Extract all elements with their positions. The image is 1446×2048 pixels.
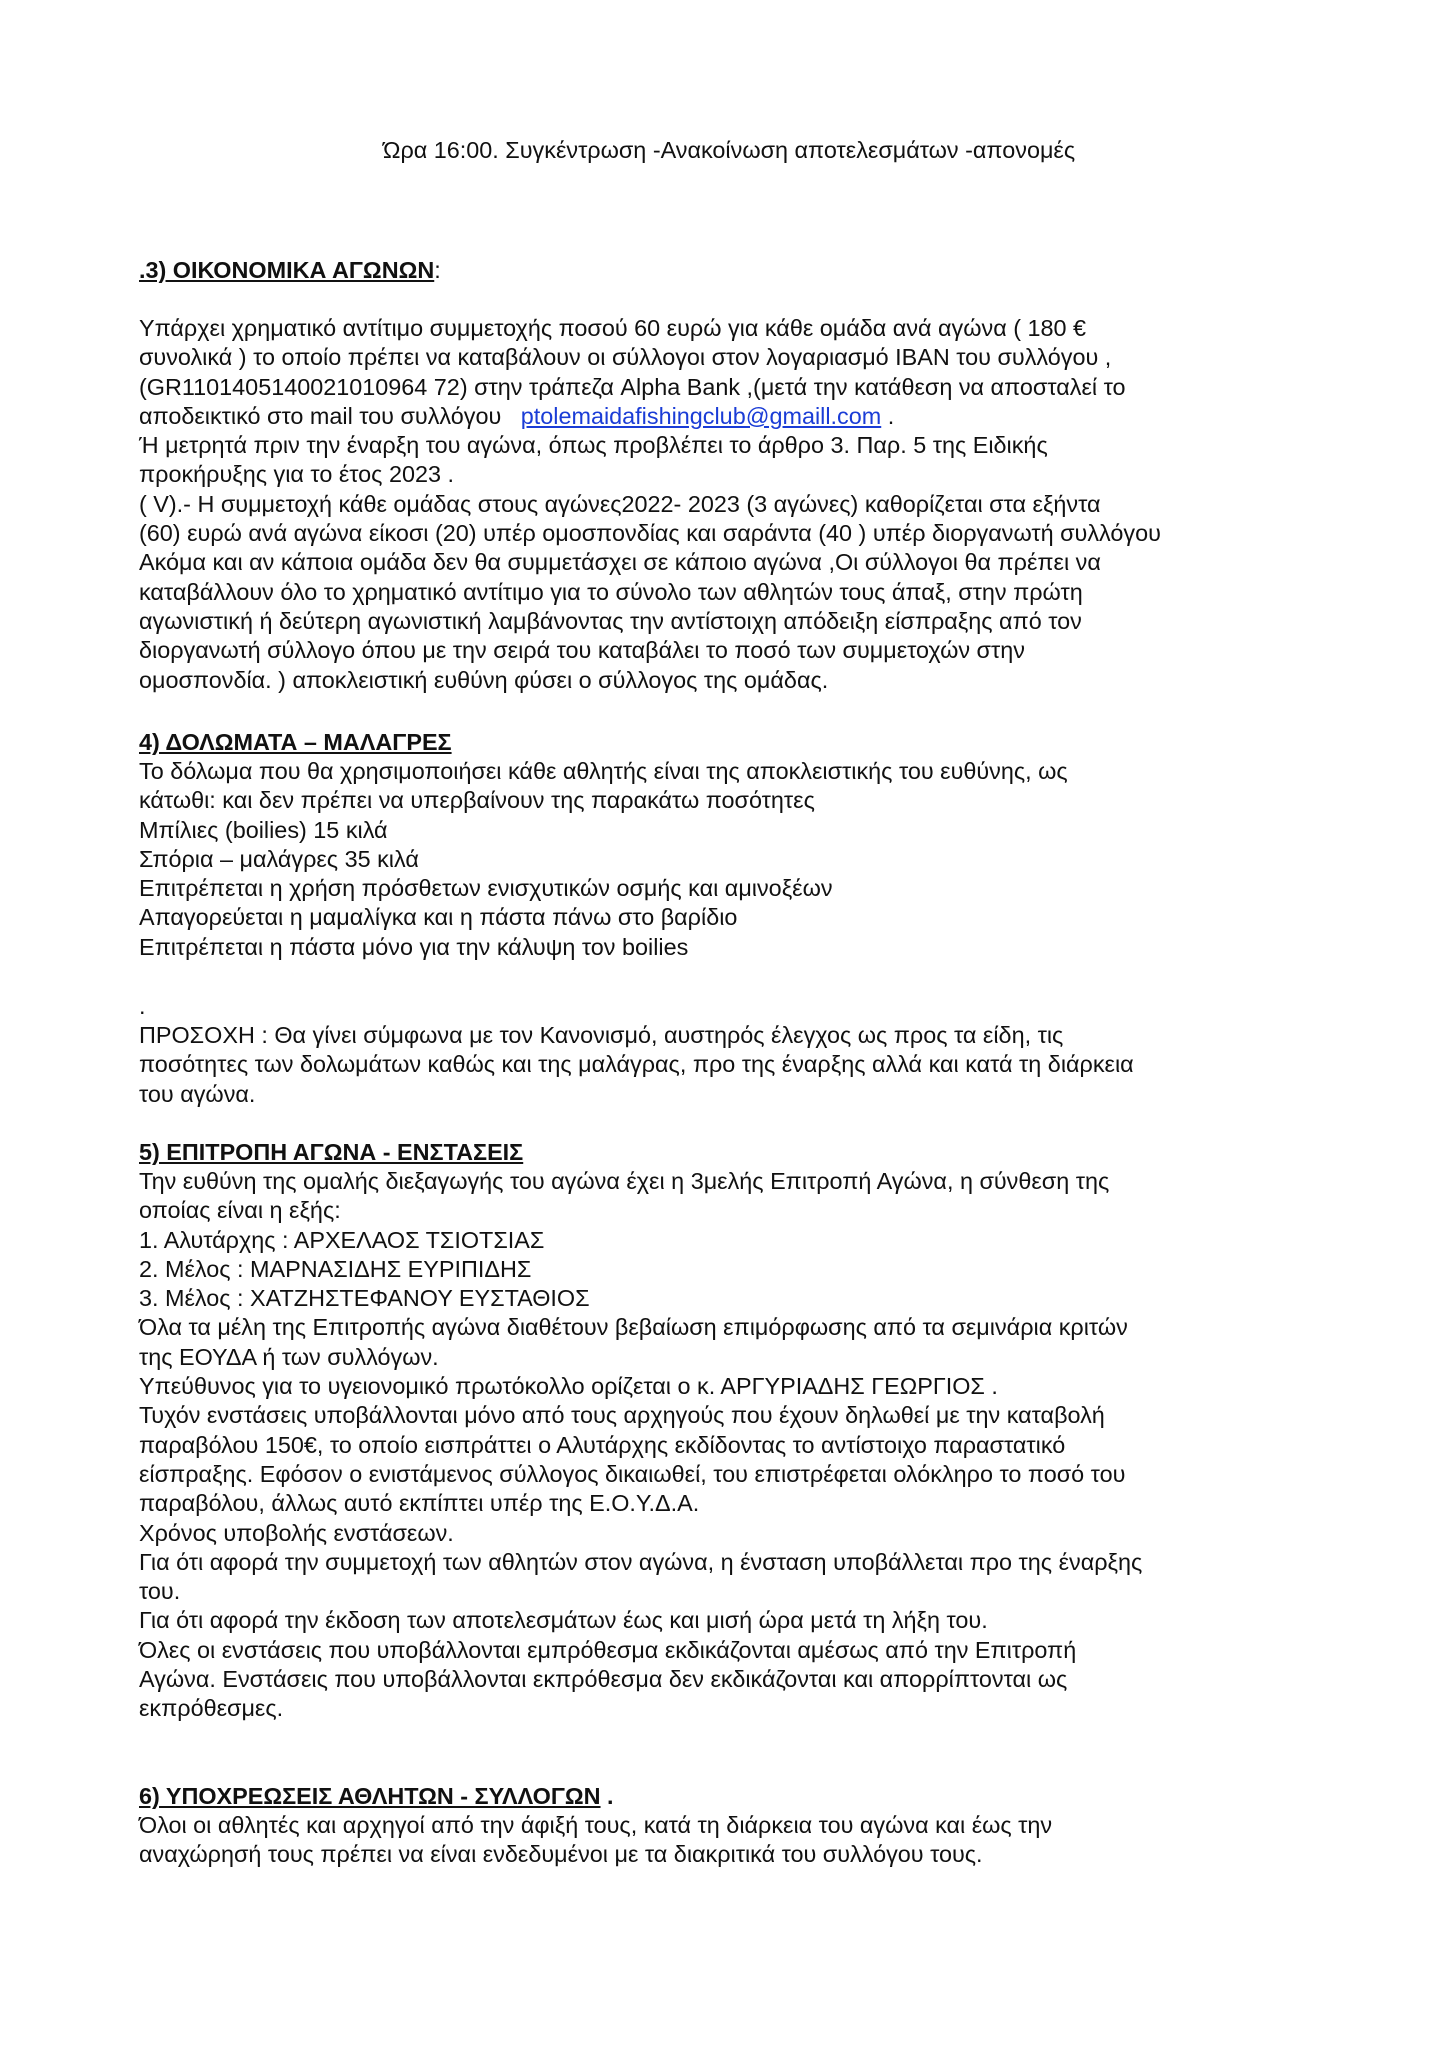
committee-member: 1. Αλυτάρχης : ΑΡΧΕΛΑΟΣ ΤΣΙΟΤΣΙΑΣ [139, 1226, 545, 1253]
section-5-line: Αγώνα. Ενστάσεις που υποβάλλονται εκπρόθεσμα δεν εκδικάζονται και απορρίπτονται ως [139, 1666, 1068, 1693]
section-5-line: Την ευθύνη της ομαλής διεξαγωγής του αγώνα έχει η 3μελής Επιτροπή Αγώνα, η σύνθεση της [139, 1168, 1110, 1194]
section-4-line: Μπίλιες (boilies) 15 κιλά [139, 816, 388, 843]
section-3-line: Ακόμα και αν κάποια ομάδα δεν θα συμμετάσχει σε κάποιο αγώνα ,Οι σύλλογοι θα πρέπει να [139, 549, 1101, 576]
section-3-line: Ή μετρητά πριν την έναρξη του αγώνα, όπως προβλέπει το άρθρο 3. Παρ. 5 της Ειδικής [139, 432, 1048, 459]
section-5-line: εκπρόθεσμες. [139, 1695, 284, 1722]
section-3-line: Υπάρχει χρηματικό αντίτιμο συμμετοχής ποσού 60 ευρώ για κάθε ομάδα ανά αγώνα ( 180 € [139, 315, 1087, 341]
warning-line: του αγώνα. [139, 1080, 256, 1107]
section-5-line: είσπραξης. Εφόσον ο ενιστάμενος σύλλογος δικαιωθεί, του επιστρέφεται ολόκληρο το ποσό του [139, 1460, 1126, 1487]
section-3-title: .3) ΟΙΚΟΝΟΜΙΚΑ ΑΓΩΝΩΝ [139, 257, 435, 283]
email-prefix: αποδεικτικό στο mail του συλλόγου [139, 402, 521, 429]
committee-member: 2. Μέλος : ΜΑΡΝΑΣΙΔΗΣ ΕΥΡΙΠΙΔΗΣ [139, 1255, 532, 1282]
section-5-line: Τυχόν ενστάσεις υποβάλλονται μόνο από τους αρχηγούς που έχουν δηλωθεί με την καταβολή [139, 1402, 1105, 1429]
section-5-line: Για ότι αφορά την συμμετοχή των αθλητών στον αγώνα, η ένσταση υποβάλλεται προ της έναρξης [139, 1548, 1143, 1575]
section-5-body [139, 1167, 1142, 1724]
section-5-line: παραβόλου, άλλως αυτό εκπίπτει υπέρ της Ε.Ο.Υ.Δ.Α. [139, 1490, 700, 1517]
section-4-line: Επιτρέπεται η πάστα μόνο για την κάλυψη τον boilies [139, 933, 689, 960]
section-5-line: της ΕΟΥΔΑ ή των συλλόγων. [139, 1343, 439, 1370]
section-4-line: Το δόλωμα που θα χρησιμοποιήσει κάθε αθλητής είναι της αποκλειστικής του ευθύνης, ως [139, 758, 1068, 784]
section-3-line: προκήρυξης για το έτος 2023 . [139, 461, 454, 488]
section-4-warning [139, 1021, 1134, 1109]
warning-line: ΠΡΟΣΟΧΗ : Θα γίνει σύμφωνα με τον Κανονισμό, αυστηρός έλεγχος ως προς τα είδη, τις [139, 1022, 1064, 1048]
section-3-line: ομοσπονδία. ) αποκλειστική ευθύνη φύσει ο σύλλογος της ομάδας. [139, 666, 829, 693]
section-3-line: (GR1101405140021010964 72) στην τράπεζα Alpha Bank ,(μετά την κατάθεση να αποσταλεί το [139, 373, 1126, 400]
section-3-line: αγωνιστική ή δεύτερη αγωνιστική λαμβάνοντας την αντίστοιχη απόδειξη είσπραξης από τον [139, 607, 1082, 634]
section-4-line: Απαγορεύεται η μαμαλίγκα και η πάστα πάνω στο βαρίδιο [139, 904, 738, 931]
section-6-heading [139, 1782, 614, 1811]
section-4-body [139, 757, 1068, 962]
section-6-body [139, 1811, 1052, 1870]
email-suffix: . [881, 402, 895, 429]
section-5-line: παραβόλου 150€, το οποίο εισπράττει ο Αλυτάρχης εκδίδοντας το αντίστοιχο παραστατικό [139, 1431, 1066, 1458]
section-4-heading: 4) ΔΟΛΩΜΑΤΑ – ΜΑΛΑΓΡΕΣ [139, 729, 452, 755]
section-5-line: Όλες οι ενστάσεις που υποβάλλονται εμπρόθεσμα εκδικάζονται αμέσως από την Επιτροπή [139, 1636, 1077, 1663]
section-3-body [139, 314, 1161, 695]
section-4-dot: . [139, 993, 146, 1019]
section-5-line: οποίας είναι η εξής: [139, 1197, 341, 1224]
committee-member: 3. Μέλος : ΧΑΤΖΗΣΤΕΦΑΝΟΥ ΕΥΣΤΑΘΙΟΣ [139, 1285, 590, 1312]
email-link[interactable]: ptolemaidafishingclub@gmaill.com [520, 402, 882, 429]
section-3-line: ( V).- Η συμμετοχή κάθε ομάδας στους αγώνες2022- 2023 (3 αγώνες) καθορίζεται στα εξήντα [139, 490, 1101, 517]
section-5-heading: 5) ΕΠΙΤΡΟΠΗ ΑΓΩΝΑ - ΕΝΣΤΑΣΕΙΣ [139, 1139, 524, 1165]
section-5-line: Για ότι αφορά την έκδοση των αποτελεσμάτων έως και μισή ώρα μετά τη λήξη του. [139, 1607, 988, 1634]
section-3-line: (60) ευρώ ανά αγώνα είκοσι (20) υπέρ ομοσπονδίας και σαράντα (40 ) υπέρ διοργανωτή συλλόγου [139, 520, 1161, 547]
section-5-line: Όλα τα μέλη της Επιτροπής αγώνα διαθέτουν βεβαίωση επιμόρφωσης από τα σεμινάρια κριτών [139, 1314, 1128, 1341]
section-3-line: διοργανωτή σύλλογο όπου με την σειρά του καταβάλει το ποσό των συμμετοχών στην [139, 637, 1025, 664]
section-5-line: του. [139, 1578, 181, 1605]
warning-line: ποσότητες των δολωμάτων καθώς και της μαλάγρας, προ της έναρξης αλλά και κατά τη διάρκεια [139, 1051, 1134, 1078]
section-6-title: 6) ΥΠΟΧΡΕΩΣΕΙΣ ΑΘΛΗΤΩΝ - ΣΥΛΛΟΓΩΝ [139, 1783, 601, 1809]
section-6-line: αναχώρησή τους πρέπει να είναι ενδεδυμένοι με τα διακριτικά του συλλόγου τους. [139, 1841, 983, 1868]
section-5-line: Υπεύθυνος για το υγειονομικό πρωτόκολλο ορίζεται ο κ. ΑΡΓΥΡΙΑΔΗΣ ΓΕΩΡΓΙΟΣ . [139, 1373, 998, 1400]
section-6-line: Όλοι οι αθλητές και αρχηγοί από την άφιξή τους, κατά τη διάρκεια του αγώνα και έως την [139, 1812, 1053, 1838]
section-3-heading [139, 256, 441, 285]
section-4-line: κάτωθι: και δεν πρέπει να υπερβαίνουν της παρακάτω ποσότητες [139, 787, 815, 814]
section-4-line: Σπόρια – μαλάγρες 35 κιλά [139, 845, 419, 872]
section-3-email-line [139, 402, 1161, 431]
section-3-colon: : [434, 257, 441, 283]
schedule-line: Ώρα 16:00. Συγκέντρωση -Ανακοίνωση αποτελεσμάτων -απονομές [382, 137, 1076, 163]
section-6-dot: . [600, 1783, 614, 1809]
section-3-line: συνολικά ) το οποίο πρέπει να καταβάλουν οι σύλλογοι στον λογαριασμό IBAN του συλλόγου , [139, 344, 1112, 371]
section-3-line: καταβάλλουν όλο το χρηματικό αντίτιμο για το σύνολο των αθλητών τους άπαξ, στην πρώτη [139, 578, 1083, 605]
section-5-line: Χρόνος υποβολής ενστάσεων. [139, 1519, 454, 1546]
section-4-line: Επιτρέπεται η χρήση πρόσθετων ενισχυτικών οσμής και αμινοξέων [139, 875, 833, 902]
